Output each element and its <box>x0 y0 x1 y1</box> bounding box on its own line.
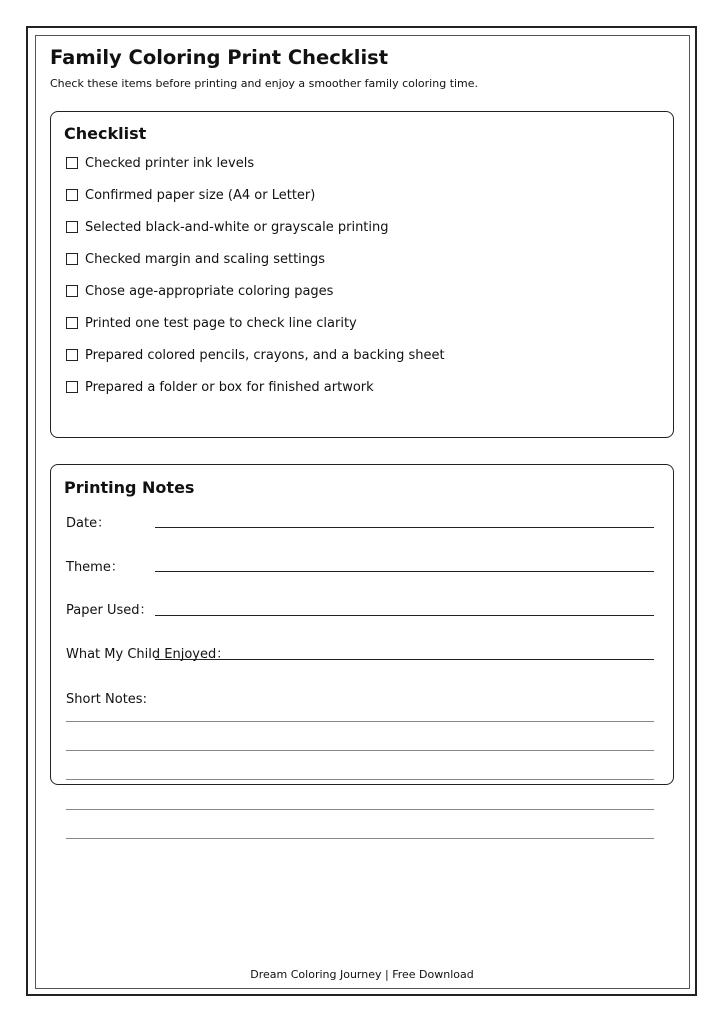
page-title: Family Coloring Print Checklist <box>50 46 389 69</box>
printing-notes-title: Printing Notes <box>64 478 195 497</box>
date-field[interactable] <box>155 527 654 528</box>
checklist-item[interactable] <box>66 314 357 332</box>
printing-notes-panel <box>50 464 674 785</box>
checkbox[interactable] <box>66 253 78 265</box>
checklist-item-label: Selected black-and-white or grayscale printing <box>85 219 389 235</box>
paper-used-field[interactable] <box>155 615 654 616</box>
checklist-item-label: Checked printer ink levels <box>85 155 255 171</box>
checklist-item[interactable] <box>66 218 389 236</box>
checklist-item[interactable] <box>66 282 333 300</box>
short-notes-line[interactable] <box>66 809 654 810</box>
date-label: Date： <box>66 516 111 531</box>
checklist-item[interactable] <box>66 154 254 172</box>
checklist-item[interactable] <box>66 378 374 396</box>
short-notes-line[interactable] <box>66 721 654 722</box>
checklist-item-label: Prepared a folder or box for finished artwork <box>85 379 374 395</box>
child-enjoyed-field[interactable] <box>155 659 654 660</box>
checklist-item[interactable] <box>66 346 445 364</box>
checkbox[interactable] <box>66 349 78 361</box>
short-notes-line[interactable] <box>66 750 654 751</box>
checkbox[interactable] <box>66 221 78 233</box>
checklist-title: Checklist <box>64 124 147 143</box>
checkbox[interactable] <box>66 157 78 169</box>
footer-text: Dream Coloring Journey | Free Download <box>250 968 474 981</box>
checklist-item-label: Prepared colored pencils, crayons, and a backing sheet <box>85 347 445 363</box>
page-subtitle: Check these items before printing and enjoy a smoother family coloring time. <box>50 77 479 90</box>
short-notes-line[interactable] <box>66 779 654 780</box>
checklist-item-label: Chose age-appropriate coloring pages <box>85 283 334 299</box>
checkbox[interactable] <box>66 381 78 393</box>
checklist-item[interactable] <box>66 186 315 204</box>
checklist-item-label: Confirmed paper size (A4 or Letter) <box>85 187 316 203</box>
checklist-item[interactable] <box>66 250 325 268</box>
short-notes-label: Short Notes: <box>66 692 147 707</box>
checklist-item-label: Printed one test page to check line clarity <box>85 315 357 331</box>
child-enjoyed-label: What My Child Enjoyed： <box>66 647 230 662</box>
theme-label: Theme： <box>66 560 124 575</box>
checkbox[interactable] <box>66 285 78 297</box>
short-notes-line[interactable] <box>66 838 654 839</box>
theme-field[interactable] <box>155 571 654 572</box>
checkbox[interactable] <box>66 317 78 329</box>
checkbox[interactable] <box>66 189 78 201</box>
paper-used-label: Paper Used： <box>66 603 153 618</box>
checklist-item-label: Checked margin and scaling settings <box>85 251 326 267</box>
